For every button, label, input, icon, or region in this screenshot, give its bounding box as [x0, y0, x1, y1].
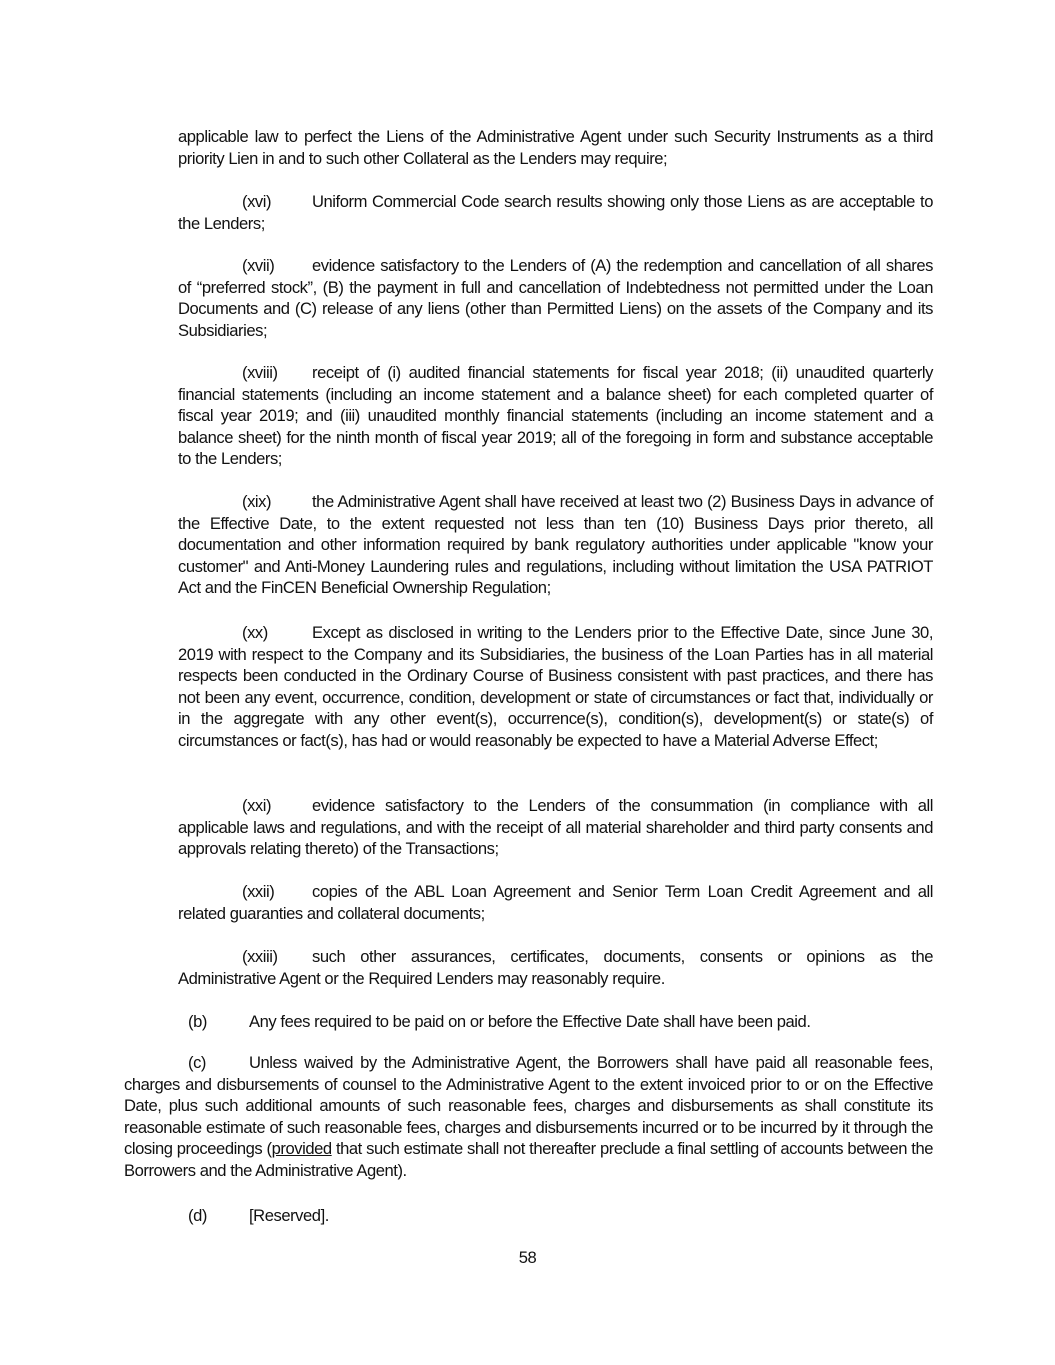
- clause-label: (xvi): [242, 192, 272, 211]
- clause-label: (c): [188, 1053, 206, 1072]
- clause-text: Uniform Commercial Code search results showing only those Liens as are acceptable to the Lenders;: [178, 192, 933, 233]
- clause-label: (b): [188, 1012, 207, 1031]
- clause-xvi: [178, 191, 933, 234]
- clause-xxi: [178, 795, 933, 860]
- provided-term: provided: [271, 1139, 332, 1159]
- clause-text: receipt of (i) audited financial statements for fiscal year 2018; (ii) unaudited quarterly financial statements (including an income statement and a balance sheet) for each completed quarter of fiscal year 2019; and (iii) unaudited monthly financial statements (including an income statement and a balance sheet) for the ninth month of fiscal year 2019; all of the foregoing in form and substance acceptable to the Lenders;: [178, 363, 933, 469]
- clause-xx: [178, 622, 933, 752]
- clause-text: the Administrative Agent shall have received at least two (2) Business Days in advance of the Effective Date, to the extent requested not less than ten (10) Business Days prior thereto, all documentation and other information required by bank regulatory authorities under applicable "know your customer" and Anti-Money Laundering rules and regulations, including without limitation the USA PATRIOT Act and the FinCEN Beneficial Ownership Regulation;: [178, 492, 933, 598]
- clause-label: (xvii): [242, 256, 275, 275]
- clause-text: evidence satisfactory to the Lenders of the consummation (in compliance with all applicable laws and regulations, and with the receipt of all material shareholder and third party consents and approvals relating thereto) of the Transactions;: [178, 796, 933, 859]
- clause-c: [124, 1052, 933, 1182]
- page-number: 58: [518, 1248, 537, 1267]
- clause-d: [188, 1205, 329, 1227]
- clause-text: such other assurances, certificates, documents, consents or opinions as the Administrative Agent or the Required Lenders may reasonably require.: [178, 947, 933, 988]
- clause-xviii: [178, 362, 933, 470]
- clause-text: copies of the ABL Loan Agreement and Senior Term Loan Credit Agreement and all related guaranties and collateral documents;: [178, 882, 933, 923]
- clause-text: [Reserved].: [249, 1206, 329, 1225]
- clause-xix: [178, 491, 933, 599]
- clause-xvii: [178, 255, 933, 341]
- clause-xxiii: [178, 946, 933, 989]
- clause-text: Any fees required to be paid on or before the Effective Date shall have been paid.: [249, 1012, 811, 1031]
- clause-label: (d): [188, 1206, 207, 1225]
- clause-text: Except as disclosed in writing to the Lenders prior to the Effective Date, since June 30, 2019 with respect to the Company and its Subsidiaries, the business of the Loan Parties has in all material respects been conducted in the Ordinary Course of Business consistent with past practices, and there has not been any event, occurrence, condition, development or state of circumstances or fact that, individually or in the aggregate with any other event(s), occurrence(s), condition(s), development(s) or state(s) of circumstances or fact(s), has had or would reasonably be expected to have a Material Adverse Effect;: [178, 623, 933, 750]
- paragraph-text: applicable law to perfect the Liens of the Administrative Agent under such Security Instruments as a third priority Lien in and to such other Collateral as the Lenders may require;: [178, 127, 933, 168]
- clause-text-continued: that such estimate shall not thereafter preclude a final settling of accounts between the Borrowers and the Administrative Agent).: [124, 1139, 934, 1180]
- paragraph-continuation: [178, 126, 933, 169]
- clause-text: evidence satisfactory to the Lenders of (A) the redemption and cancellation of all shares of “preferred stock”, (B) the payment in full and cancellation of Indebtedness not permitted under the Loan Documents and (C) release of any liens (other than Permitted Liens) on the assets of the Company and its Subsidiaries;: [178, 256, 933, 340]
- clause-label: (xxi): [242, 796, 272, 815]
- clause-label: (xxii): [242, 882, 275, 901]
- clause-text: Unless waived by the Administrative Agent, the Borrowers shall have paid all reasonable fees, charges and disbursements of counsel to the Administrative Agent to the extent invoiced prior to or on the Effective Date, plus such additional amounts of such reasonable fees, charges and disbursements as shall constitute its reasonable estimate of such reasonable fees, charges and disbursements incurred or to be incurred by it through the closing proceedings (: [124, 1053, 933, 1159]
- clause-label: (xix): [242, 492, 272, 511]
- clause-label: (xx): [242, 623, 268, 642]
- clause-label: (xxiii): [242, 947, 278, 966]
- clause-b: [188, 1011, 811, 1033]
- clause-xxii: [178, 881, 933, 924]
- clause-label: (xviii): [242, 363, 278, 382]
